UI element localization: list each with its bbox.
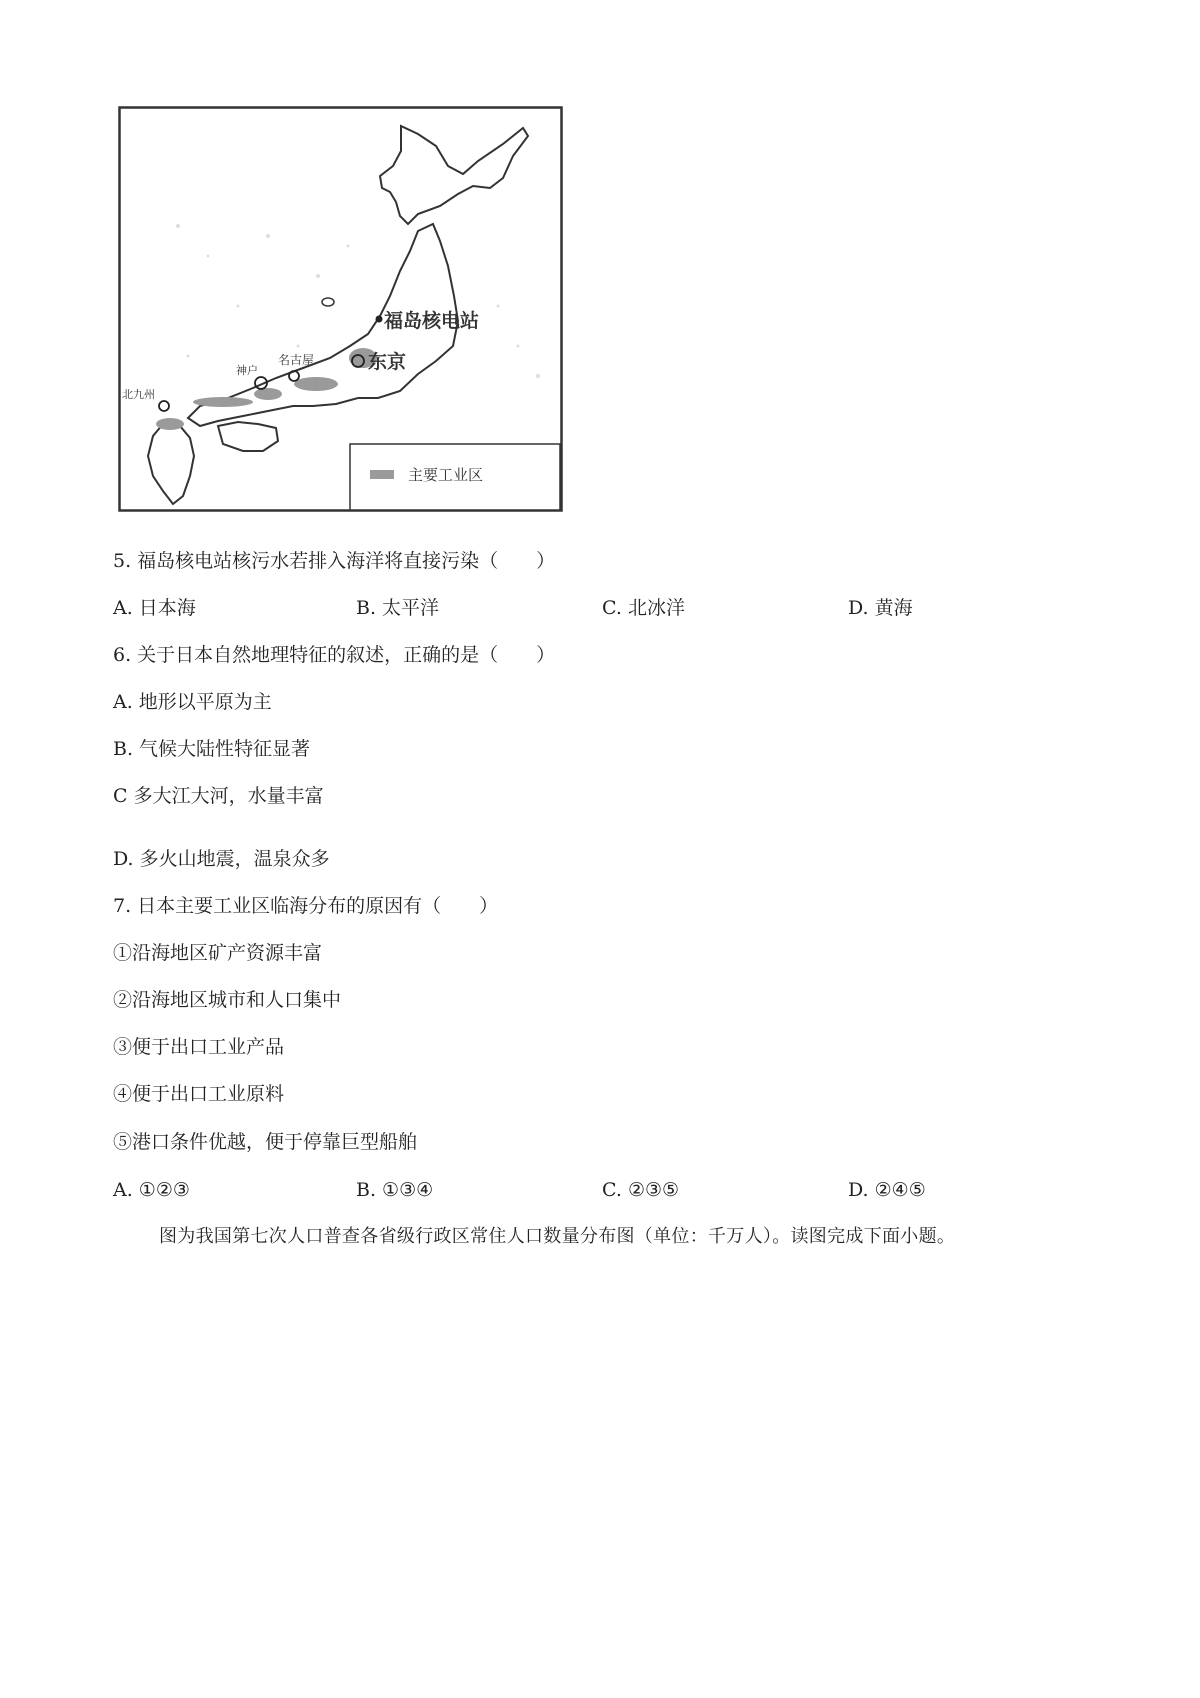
label-fukushima: 福岛核电站 — [384, 310, 480, 332]
legend-label: 主要工业区 — [408, 466, 484, 484]
label-kobe: 神户 — [236, 364, 258, 377]
q6-stem: 6. 关于日本自然地理特征的叙述，正确的是（ ） — [113, 644, 556, 666]
q7-item-3: ③便于出口工业产品 — [113, 1036, 285, 1058]
q7-option-d: D. ②④⑤ — [848, 1179, 926, 1201]
q7-item-1: ①沿海地区矿产资源丰富 — [113, 942, 323, 964]
q7-stem: 7. 日本主要工业区临海分布的原因有（ ） — [113, 895, 499, 917]
q7-option-c: C. ②③⑤ — [602, 1179, 680, 1201]
q5-option-b: B. 太平洋 — [356, 597, 440, 619]
q5-option-c: C. 北冰洋 — [602, 597, 685, 619]
next-section-intro: 图为我国第七次人口普查各省级行政区常住人口数量分布图（单位：千万人）。读图完成下面小题。 — [159, 1226, 956, 1247]
fukushima-dot — [376, 316, 383, 323]
japan-map — [118, 106, 563, 512]
label-nagoya: 名古屋 — [278, 353, 315, 367]
legend-swatch — [370, 470, 394, 479]
q6-option-d: D. 多火山地震，温泉众多 — [113, 848, 330, 870]
q7-item-4: ④便于出口工业原料 — [113, 1083, 285, 1105]
q7-option-a: A. ①②③ — [113, 1179, 190, 1201]
q6-option-b: B. 气候大陆性特征显著 — [113, 738, 311, 760]
q5-option-a: A. 日本海 — [113, 597, 196, 619]
q7-item-2: ②沿海地区城市和人口集中 — [113, 989, 342, 1011]
q6-option-c: C 多大江大河，水量丰富 — [113, 785, 324, 807]
q6-option-a: A. 地形以平原为主 — [113, 691, 272, 713]
label-tokyo: 东京 — [368, 351, 407, 373]
q5-stem: 5. 福岛核电站核污水若排入海洋将直接污染（ ） — [113, 550, 556, 572]
q7-option-b: B. ①③④ — [356, 1179, 434, 1201]
q5-option-d: D. 黄海 — [848, 597, 913, 619]
map-legend — [350, 444, 560, 510]
q7-item-5: ⑤港口条件优越，便于停靠巨型船舶 — [113, 1131, 418, 1153]
label-kitakyushu: 北九州 — [122, 388, 155, 401]
